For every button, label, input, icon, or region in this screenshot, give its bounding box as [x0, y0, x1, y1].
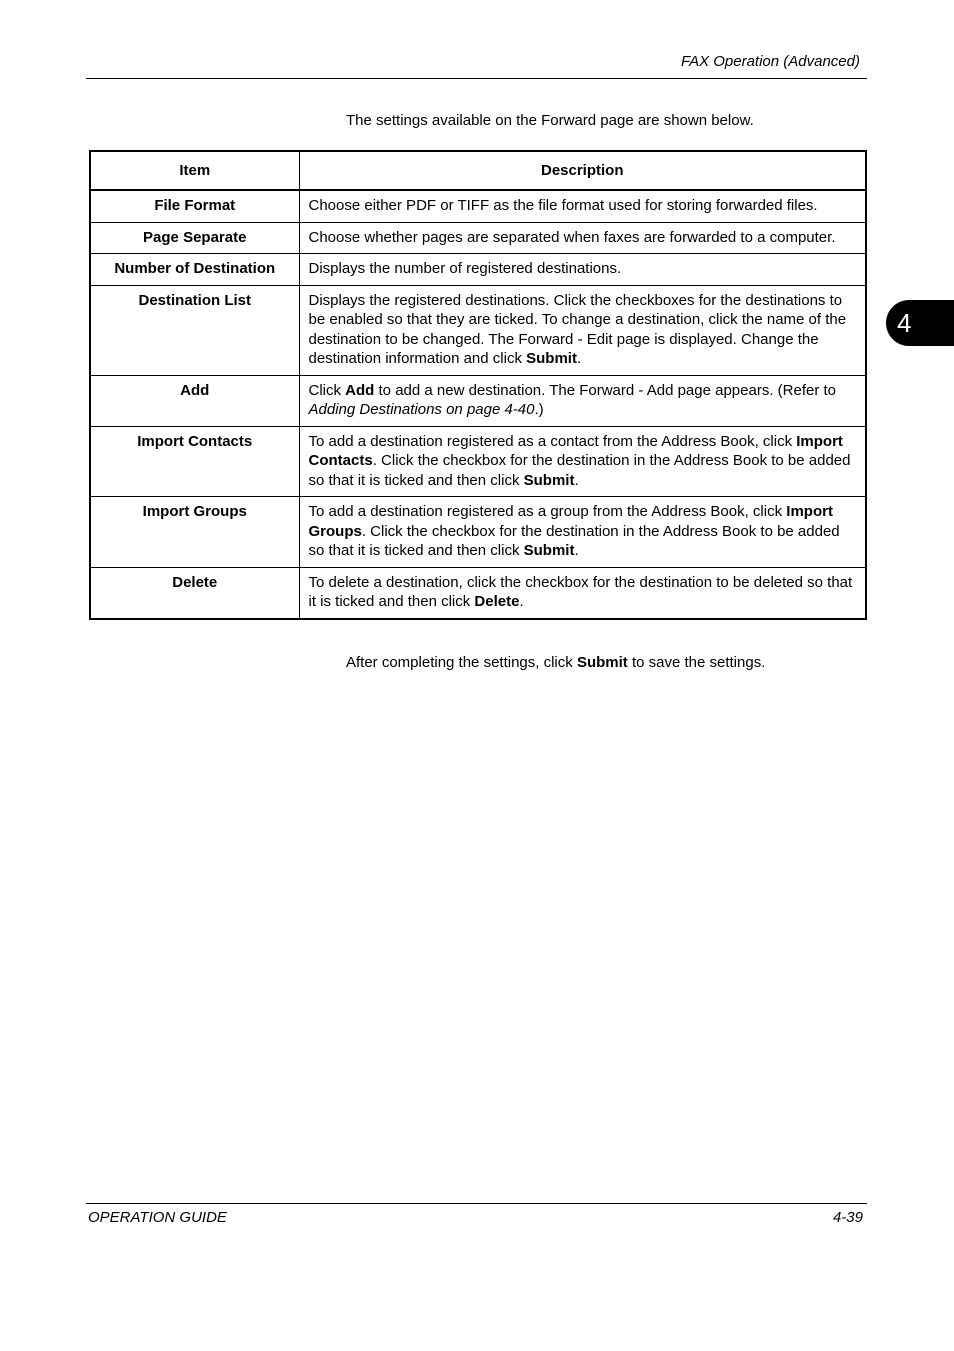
chapter-tab: 4 — [886, 300, 954, 346]
table-row — [90, 190, 866, 222]
row-item: Add — [90, 375, 299, 426]
table-row — [90, 497, 866, 568]
row-item: Import Groups — [90, 497, 299, 568]
row-description — [299, 497, 866, 568]
text-run: to save the settings. — [627, 654, 766, 671]
table-row — [90, 254, 866, 286]
header-item: Item — [90, 151, 299, 190]
row-description — [299, 190, 866, 222]
header-description: Description — [299, 151, 866, 190]
row-description — [299, 254, 866, 286]
bold-term: Import Contacts — [308, 432, 843, 469]
page-number: 4-39 — [832, 1209, 863, 1226]
table-header-row — [90, 151, 866, 190]
text-run: To delete a destination, click the checkbox for the destination to be deleted so that it is ticked and then click — [308, 573, 853, 610]
running-header: FAX Operation (Advanced) — [681, 53, 860, 70]
cross-reference: Adding Destinations on page 4-40 — [308, 401, 535, 418]
text-run: To add a destination registered as a group from the Address Book, click — [308, 503, 787, 520]
bold-term: Submit — [523, 471, 575, 489]
row-description — [299, 375, 866, 426]
row-item: File Format — [90, 190, 299, 222]
intro-text: The settings available on the Forward page are shown below. — [346, 112, 754, 129]
outro-text — [346, 654, 765, 671]
text-run: . — [574, 542, 579, 559]
text-run: After completing the settings, click — [346, 654, 577, 671]
bold-term: Delete — [474, 593, 520, 610]
text-run: . — [519, 593, 524, 610]
row-description — [299, 567, 866, 619]
text-run: Choose either PDF or TIFF as the file format used for storing forwarded files. — [308, 197, 818, 214]
bold-term: Submit — [576, 654, 628, 671]
table-row — [90, 567, 866, 619]
bold-term: Import Groups — [308, 503, 833, 540]
row-item: Page Separate — [90, 222, 299, 254]
text-run: Displays the number of registered destinations. — [308, 260, 622, 277]
bold-term: Add — [345, 381, 375, 399]
row-item: Number of Destination — [90, 254, 299, 286]
table-row — [90, 426, 866, 497]
table-row — [90, 375, 866, 426]
text-run: Displays the registered destinations. Click the checkboxes for the destinations to be enabled so that they are ticked. To change a destination, click the name of the destination to be changed. The Forward - Edit page is displayed. Change the destination information and click — [308, 291, 847, 367]
text-run: . Click the checkbox for the destination in the Address Book to be added so that it is ticked and then click — [308, 452, 851, 489]
settings-table — [89, 150, 867, 620]
table-row — [90, 285, 866, 375]
row-item: Destination List — [90, 285, 299, 375]
text-run: To add a destination registered as a contact from the Address Book, click — [308, 432, 797, 450]
table-row — [90, 222, 866, 254]
row-description — [299, 285, 866, 375]
row-description — [299, 222, 866, 254]
text-run: Click — [308, 381, 346, 399]
row-item: Import Contacts — [90, 426, 299, 497]
text-run: . Click the checkbox for the destination in the Address Book to be added so that it is ticked and then click — [308, 522, 840, 559]
footer-rule — [86, 1203, 867, 1204]
text-run: .) — [534, 401, 544, 418]
text-run: . — [576, 350, 582, 367]
text-run: to add a new destination. The Forward - Add page appears. (Refer to — [374, 381, 837, 399]
header-rule — [86, 78, 867, 79]
bold-term: Submit — [526, 350, 577, 367]
row-description — [299, 426, 866, 497]
row-item: Delete — [90, 567, 299, 619]
footer-guide-title: OPERATION GUIDE — [88, 1209, 227, 1226]
bold-term: Submit — [523, 542, 575, 559]
text-run: . — [574, 471, 579, 489]
table-body — [90, 190, 866, 619]
text-run: Choose whether pages are separated when faxes are forwarded to a computer. — [308, 228, 836, 246]
